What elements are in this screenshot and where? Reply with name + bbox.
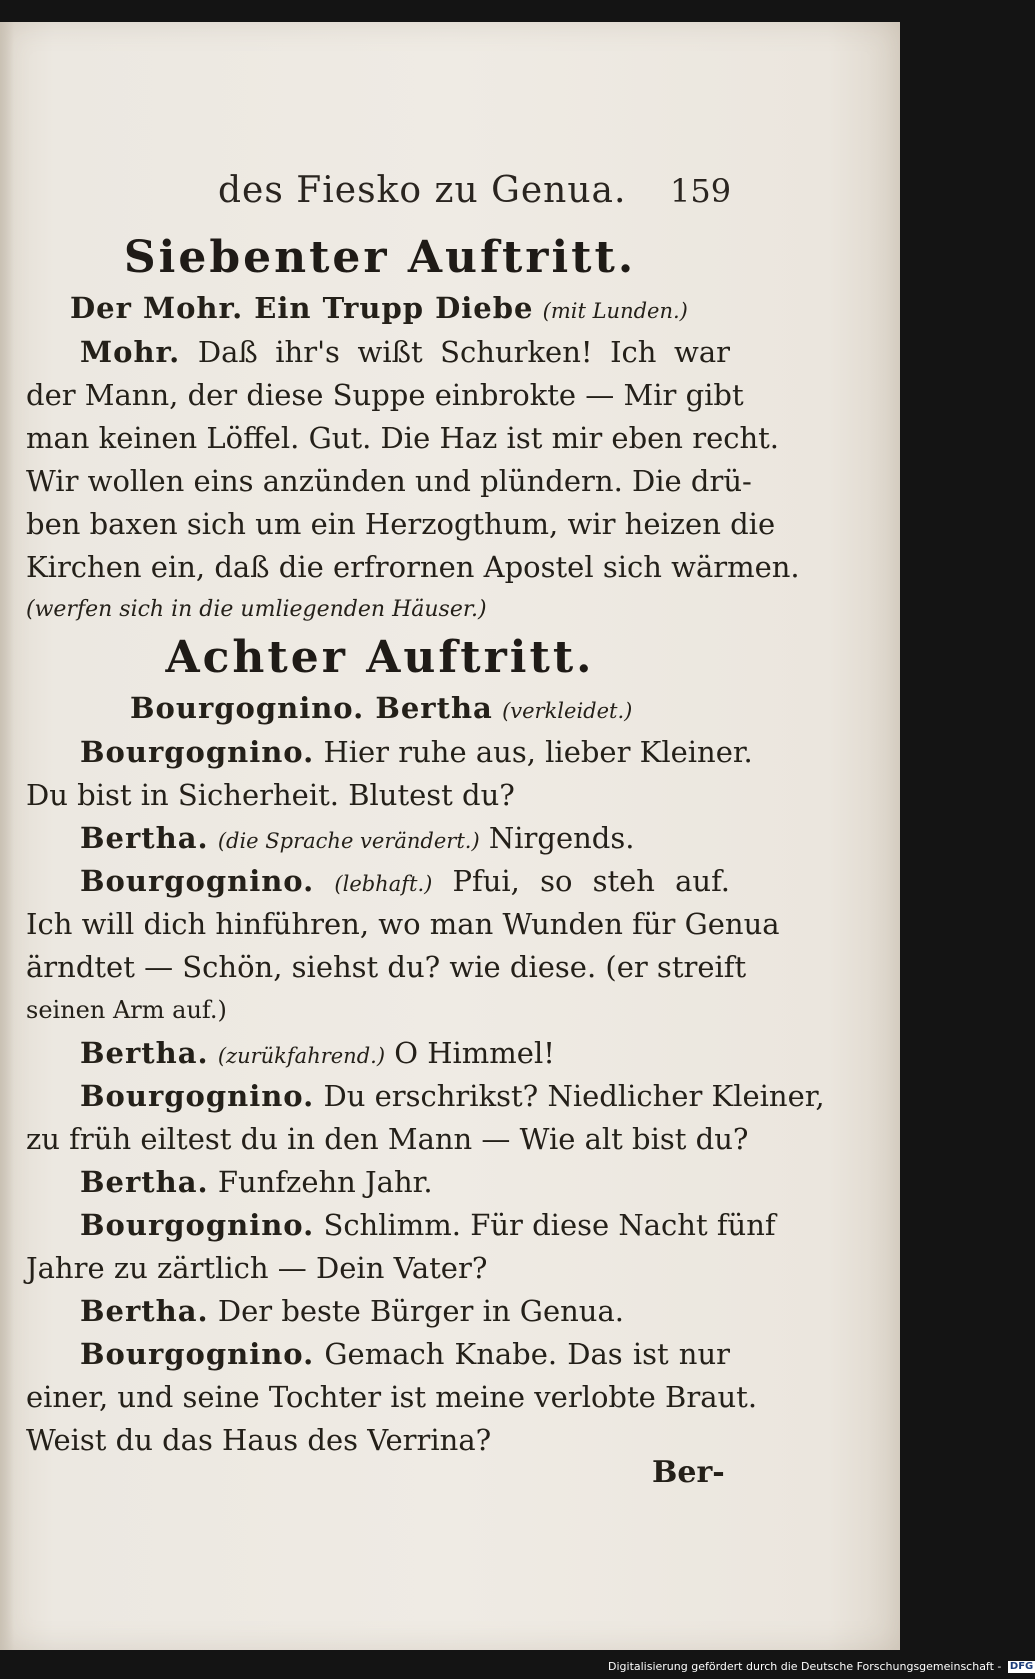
dialogue-text: Pfui, so steh auf. bbox=[452, 864, 730, 898]
dialogue-line bbox=[80, 1291, 730, 1331]
dialogue-stage-direction: (die Sprache verändert.) bbox=[217, 829, 480, 853]
speech-line: ben baxen sich um ein Herzogthum, wir heizen die bbox=[26, 507, 776, 541]
speech-line: man keinen Löffel. Gut. Die Haz ist mir eben recht. bbox=[26, 421, 780, 455]
dialogue-stage-direction: (lebhaft.) bbox=[334, 872, 433, 896]
dialogue-text: Schlimm. Für diese Nacht fünf bbox=[323, 1208, 776, 1242]
credit-text: Digitalisierung gefördert durch die Deutsche Forschungsgemeinschaft - bbox=[608, 1660, 1002, 1673]
speech-line: Kirchen ein, daß die erfrornen Apostel sich wärmen. bbox=[26, 550, 800, 584]
dialogue-text: Der beste Bürger in Genua. bbox=[217, 1294, 624, 1328]
speaker-bourgognino: Bourgognino. bbox=[80, 735, 315, 769]
scene8-cast-names: Bourgognino. Bertha bbox=[130, 691, 493, 725]
dialogue-continuation: Jahre zu zärtlich — Dein Vater? bbox=[26, 1251, 488, 1285]
speaker-bertha: Bertha. bbox=[80, 1036, 209, 1070]
scene8-cast-line bbox=[130, 688, 835, 731]
dfg-logo: DFG bbox=[1009, 1661, 1034, 1672]
scene7-cast-names: Der Mohr. Ein Trupp Diebe bbox=[70, 291, 534, 325]
speaker-bertha: Bertha. bbox=[80, 1165, 209, 1199]
scene7-stage-direction: (werfen sich in die umliegenden Häuser.) bbox=[26, 597, 487, 622]
dialogue-stage-direction: (zurükfahrend.) bbox=[217, 1044, 386, 1068]
page-number: 159 bbox=[670, 172, 732, 210]
speaker-bourgognino: Bourgognino. bbox=[80, 1079, 315, 1113]
speech-line: der Mann, der diese Suppe einbrokte — Mir gibt bbox=[26, 378, 744, 412]
running-head bbox=[0, 170, 900, 218]
dialogue-continuation: zu früh eiltest du in den Mann — Wie alt bist du? bbox=[26, 1122, 749, 1156]
dialogue-line bbox=[80, 818, 730, 861]
speech-text: Daß ihr's wißt Schurken! Ich war bbox=[197, 335, 731, 369]
dialogue-text: Gemach Knabe. Das ist nur bbox=[324, 1337, 730, 1371]
dialogue-text: Nirgends. bbox=[488, 821, 635, 855]
dialogue-text: Du erschrikst? Niedlicher Kleiner, bbox=[323, 1079, 825, 1113]
scene7-cast-line bbox=[70, 288, 720, 331]
scene-heading-achter: Achter Auftritt. bbox=[165, 632, 595, 683]
speaker-bourgognino: Bourgognino. bbox=[80, 1337, 315, 1371]
speaker-bourgognino: Bourgognino. bbox=[80, 864, 315, 898]
dialogue-line bbox=[80, 1205, 776, 1245]
speaker-bertha: Bertha. bbox=[80, 821, 209, 855]
dialogue-continuation: Weist du das Haus des Verrina? bbox=[26, 1423, 492, 1457]
dialogue-line bbox=[80, 861, 730, 904]
scene7-cast-stage: (mit Lunden.) bbox=[542, 299, 688, 323]
catchword: Ber- bbox=[652, 1455, 725, 1490]
running-title: des Fiesko zu Genua. bbox=[218, 170, 627, 211]
dialogue-line bbox=[80, 1033, 730, 1076]
scene-heading-siebenter: Siebenter Auftritt. bbox=[123, 232, 637, 283]
dialogue-text: Hier ruhe aus, lieber Kleiner. bbox=[323, 735, 753, 769]
scene8-cast-stage: (verkleidet.) bbox=[502, 699, 633, 723]
speaker-bertha: Bertha. bbox=[80, 1294, 209, 1328]
speech-line: Wir wollen eins anzünden und plündern. Die drü- bbox=[26, 464, 752, 498]
dialogue-line bbox=[80, 1334, 730, 1374]
dialogue-continuation: Ich will dich hinführen, wo man Wunden für Genua bbox=[26, 907, 780, 941]
dialogue-line bbox=[80, 732, 753, 772]
speaker-bourgognino: Bourgognino. bbox=[80, 1208, 315, 1242]
dialogue-continuation: ärndtet — Schön, siehst du? wie diese. (er streift bbox=[26, 950, 747, 984]
dialogue-continuation: seinen Arm auf.) bbox=[26, 996, 227, 1024]
dialogue-line bbox=[80, 1076, 825, 1116]
dialogue-text: Funfzehn Jahr. bbox=[217, 1165, 433, 1199]
digitization-credit bbox=[608, 1660, 1035, 1673]
dialogue-continuation: einer, und seine Tochter ist meine verlobte Braut. bbox=[26, 1380, 758, 1414]
dialogue-line bbox=[80, 1162, 730, 1202]
speaker-mohr: Mohr. bbox=[80, 335, 181, 369]
dialogue-continuation: Du bist in Sicherheit. Blutest du? bbox=[26, 778, 515, 812]
scene7-speech-first-line bbox=[80, 332, 730, 372]
dialogue-text: O Himmel! bbox=[394, 1036, 555, 1070]
